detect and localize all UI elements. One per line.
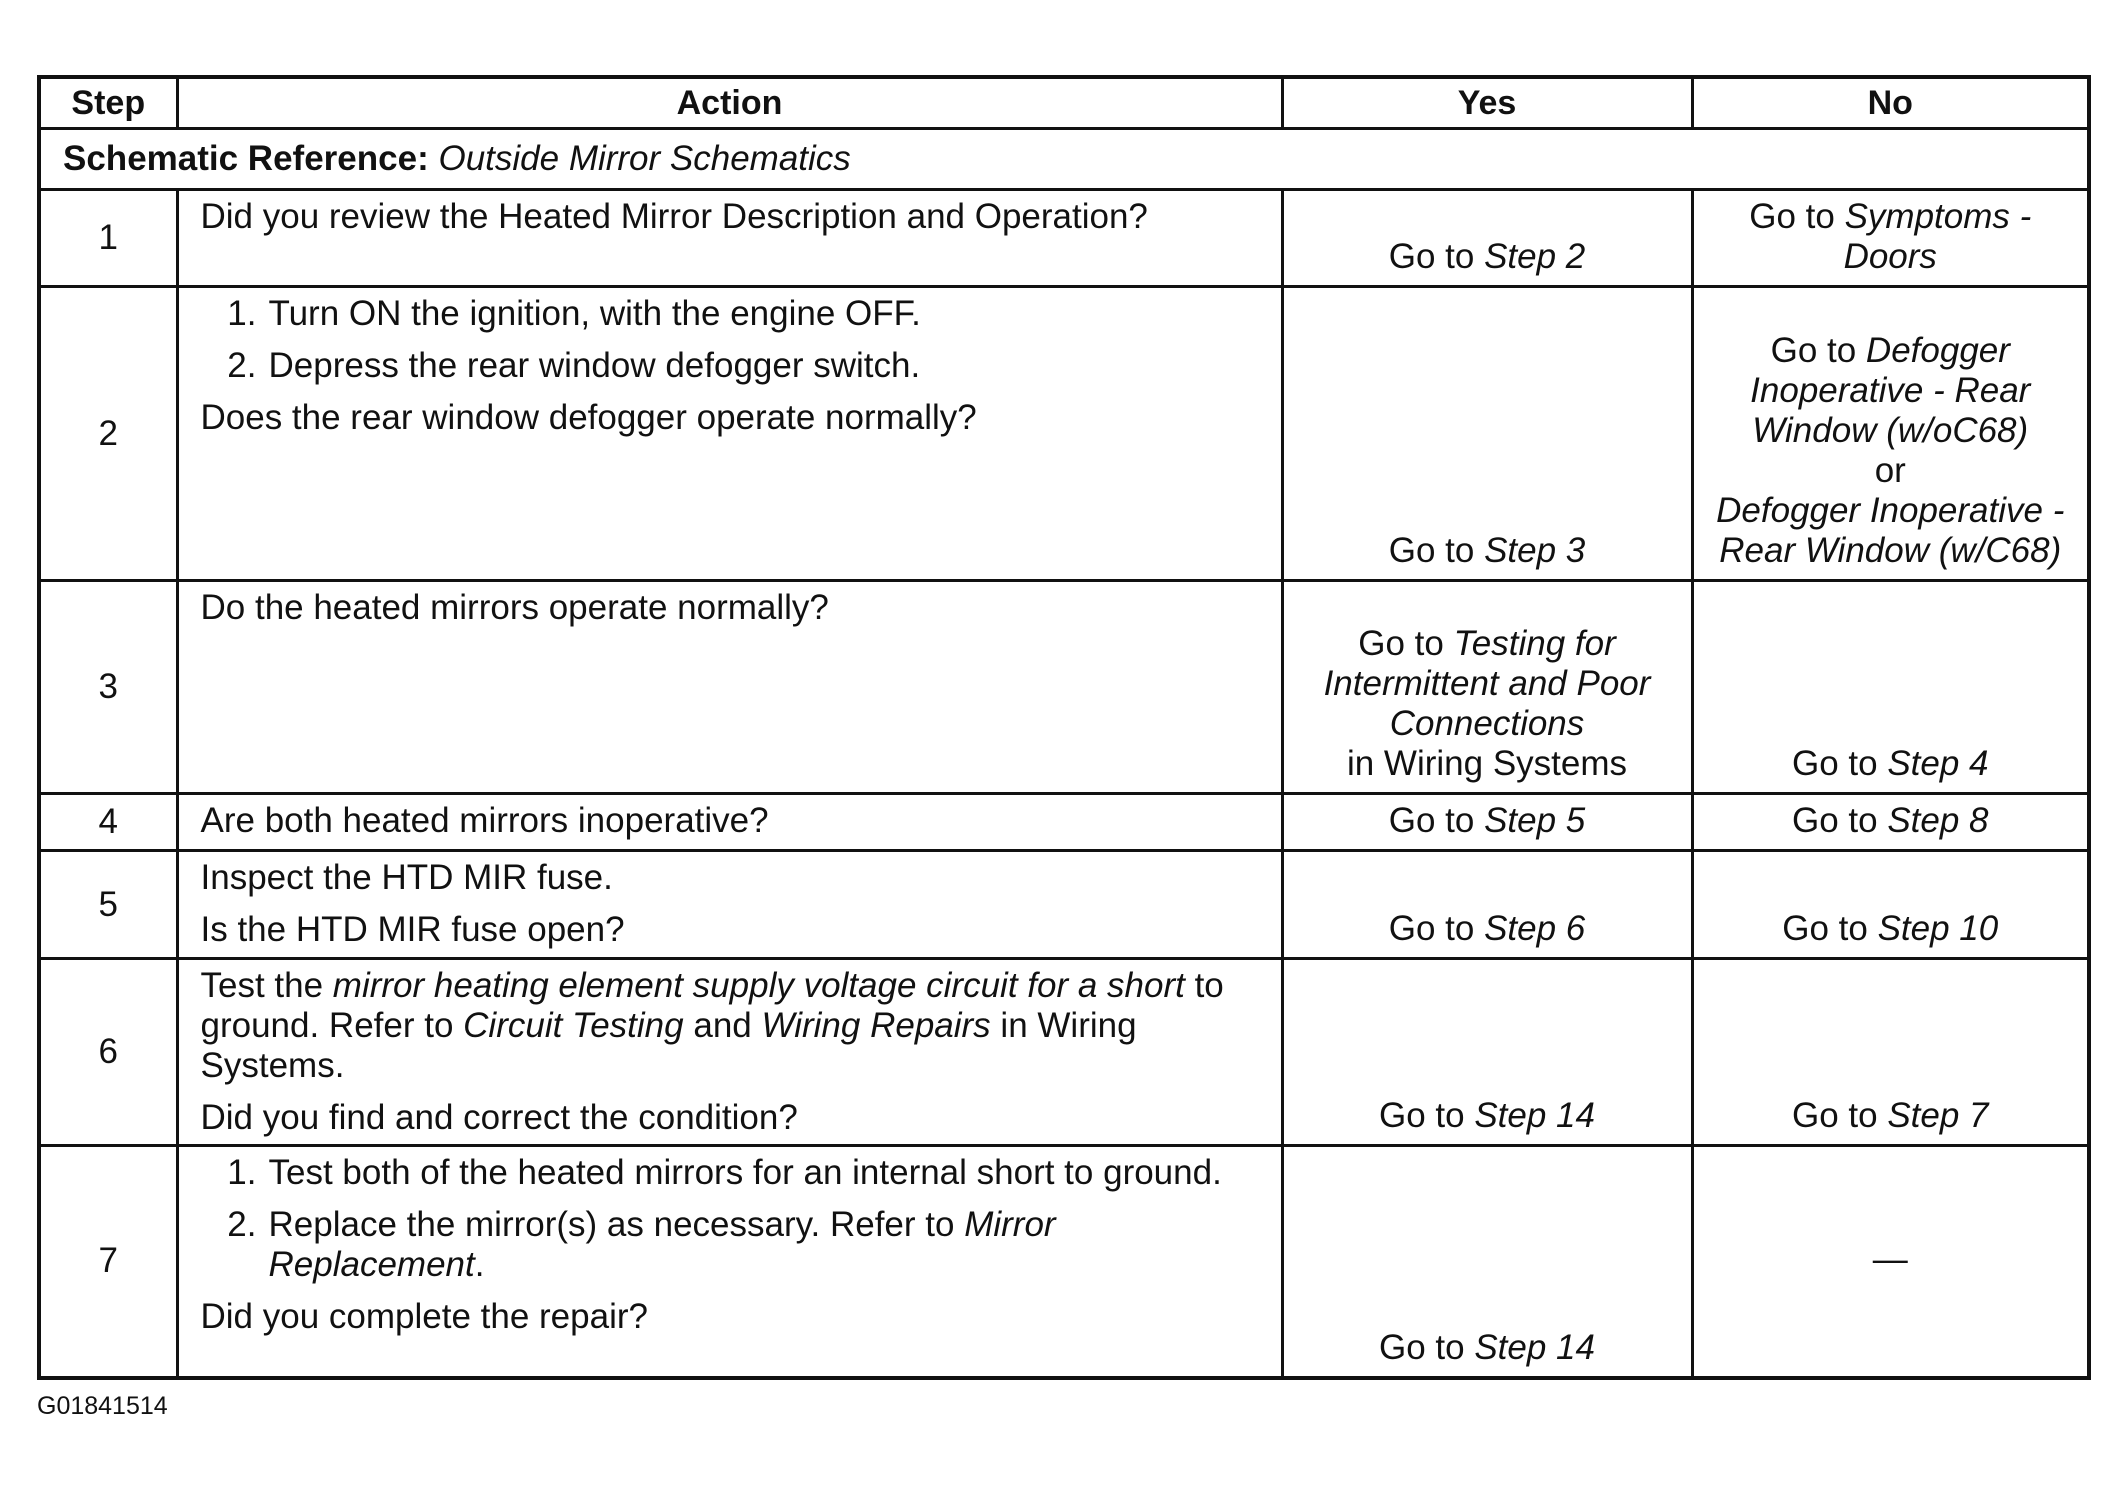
defogger-link-no-c68[interactable]: Defogger Inoperative - Rear Window (w/oC68) <box>1750 331 2031 450</box>
step-link[interactable]: Step 6 <box>1484 909 1586 948</box>
diagnostic-table <box>37 75 2091 1380</box>
action-cell <box>177 287 1282 581</box>
go-to-text: Go to <box>1791 801 1888 840</box>
step-link[interactable]: Step 2 <box>1484 237 1586 276</box>
list-item: 2. Replace the mirror(s) as necessary. Refer to Mirror Replacement. <box>227 1205 1056 1284</box>
step-number: 6 <box>39 959 177 1146</box>
defogger-link-c68[interactable]: Defogger Inoperative - Rear Window (w/C68) <box>1716 491 2065 570</box>
step-link[interactable]: Step 7 <box>1887 1096 1989 1135</box>
no-cell <box>1692 1146 2089 1378</box>
yes-cell <box>1282 287 1692 581</box>
question: Does the rear window defogger operate normally? <box>200 398 977 437</box>
action-cell <box>177 959 1282 1146</box>
step-number: 4 <box>39 794 177 851</box>
go-to-text: Go to <box>1749 197 1845 236</box>
action-cell <box>177 190 1282 287</box>
list-item: 2. Depress the rear window defogger switch. <box>227 346 921 385</box>
table-row <box>39 794 2089 851</box>
step-link[interactable]: Step 14 <box>1474 1096 1595 1135</box>
no-cell <box>1692 959 2089 1146</box>
go-to-text: Go to <box>1379 1327 1475 1367</box>
question: Did you complete the repair? <box>200 1297 648 1336</box>
schematic-reference <box>39 129 2089 190</box>
action-steps-list <box>201 294 1263 386</box>
list-item: 1. Turn ON the ignition, with the engine OFF. <box>227 294 921 333</box>
mirror-replacement-link[interactable]: Mirror Replacement <box>268 1205 1056 1284</box>
step-number: 5 <box>39 851 177 959</box>
step-link[interactable]: Step 10 <box>1877 909 1999 948</box>
yes-cell <box>1282 190 1692 287</box>
symptoms-doors-link[interactable]: Symptoms - Doors <box>1843 197 2032 276</box>
table-row <box>39 851 2089 959</box>
go-to-text: Go to <box>1388 237 1485 276</box>
go-to-text: Go to <box>1358 624 1454 663</box>
table-row <box>39 190 2089 287</box>
question: Is the HTD MIR fuse open? <box>200 910 625 949</box>
step-number: 1 <box>39 190 177 287</box>
yes-cell <box>1282 581 1692 794</box>
no-cell <box>1692 851 2089 959</box>
go-to-text: Go to <box>1791 744 1888 783</box>
yes-cell <box>1282 851 1692 959</box>
wiring-repairs-link[interactable]: Wiring Repairs <box>761 1006 991 1045</box>
not-applicable-dash: — <box>1872 1240 1908 1280</box>
step-number: 3 <box>39 581 177 794</box>
testing-intermittent-link[interactable]: Testing for Intermittent and Poor Connections <box>1323 624 1651 743</box>
step-link[interactable]: Step 14 <box>1474 1327 1595 1367</box>
figure-id: G01841514 <box>37 1392 168 1420</box>
header-row <box>39 77 2089 129</box>
schematic-row <box>39 129 2089 190</box>
question: Are both heated mirrors inoperative? <box>200 801 769 840</box>
wiring-systems-text: in Wiring Systems <box>1346 744 1628 783</box>
instruction: Inspect the HTD MIR fuse. <box>200 858 613 897</box>
table-row <box>39 287 2089 581</box>
go-to-text: Go to <box>1379 1096 1475 1135</box>
question: Did you find and correct the condition? <box>200 1098 798 1137</box>
schematic-label: Schematic Reference: <box>63 139 429 178</box>
action-cell <box>177 1146 1282 1378</box>
step-link[interactable]: Step 4 <box>1887 744 1989 783</box>
yes-cell <box>1282 959 1692 1146</box>
header-yes: Yes <box>1282 77 1692 129</box>
action-cell <box>177 851 1282 959</box>
question: Do the heated mirrors operate normally? <box>200 588 829 627</box>
schematic-link[interactable]: Outside Mirror Schematics <box>438 139 851 178</box>
step-link[interactable]: Step 5 <box>1484 801 1586 840</box>
action-cell <box>177 581 1282 794</box>
go-to-text: Go to <box>1388 801 1485 840</box>
table-row <box>39 581 2089 794</box>
go-to-text: Go to <box>1388 909 1485 948</box>
go-to-text: Go to <box>1388 531 1485 570</box>
no-cell <box>1692 581 2089 794</box>
step-link[interactable]: Step 3 <box>1484 531 1586 570</box>
go-to-text: Go to <box>1782 909 1878 948</box>
no-cell <box>1692 190 2089 287</box>
action-cell <box>177 794 1282 851</box>
go-to-text: Go to <box>1791 1096 1888 1135</box>
step-number: 2 <box>39 287 177 581</box>
circuit-testing-link[interactable]: Circuit Testing <box>463 1006 684 1045</box>
table-row <box>39 1146 2089 1378</box>
list-item: 1. Test both of the heated mirrors for an internal short to ground. <box>227 1153 1222 1192</box>
or-text: or <box>1874 451 1906 490</box>
no-cell <box>1692 794 2089 851</box>
header-action: Action <box>177 77 1282 129</box>
yes-cell <box>1282 794 1692 851</box>
step-link[interactable]: Step 8 <box>1887 801 1989 840</box>
yes-cell <box>1282 1146 1692 1378</box>
header-step: Step <box>39 77 177 129</box>
header-no: No <box>1692 77 2089 129</box>
no-cell <box>1692 287 2089 581</box>
step-number: 7 <box>39 1146 177 1378</box>
question: Did you review the Heated Mirror Description and Operation? <box>200 197 1148 236</box>
action-steps-list <box>201 1153 1263 1285</box>
go-to-text: Go to <box>1770 331 1866 370</box>
table-row <box>39 959 2089 1146</box>
instruction: Test the mirror heating element supply voltage circuit for a short to ground. Refer to Circuit Testing and Wiring Repairs in Wiring Systems. <box>200 966 1224 1085</box>
